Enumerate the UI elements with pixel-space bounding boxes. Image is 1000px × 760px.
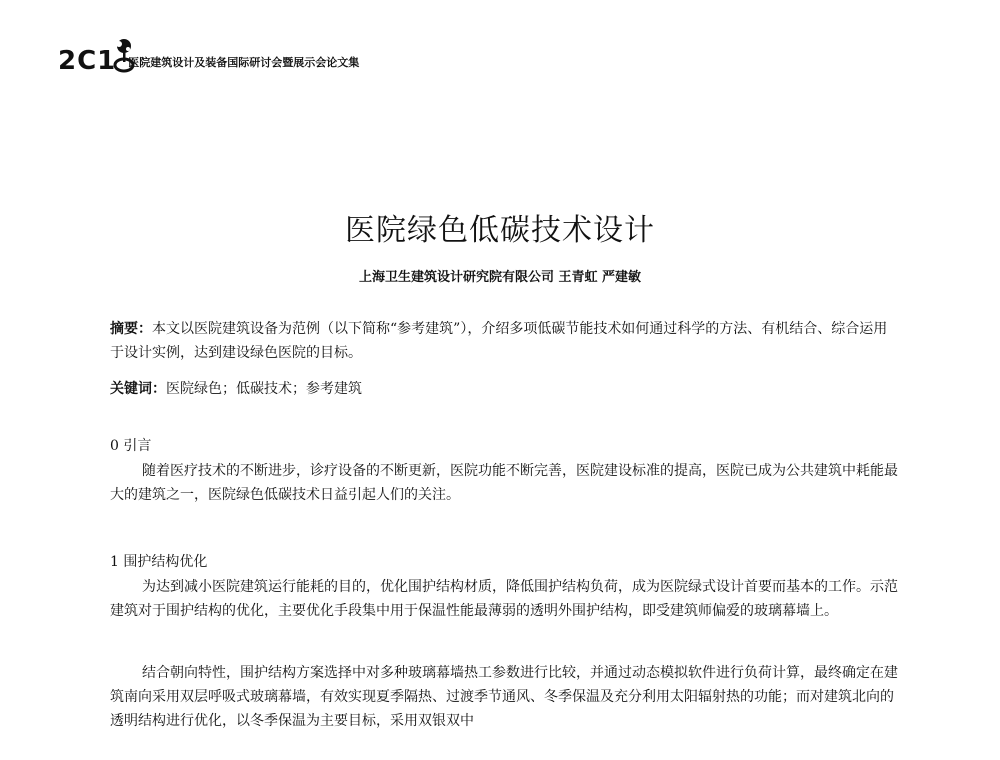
- keywords-label: 关键词：: [110, 381, 166, 397]
- paragraph-envelope-2: 结合朝向特性，围护结构方案选择中对多种玻璃幕墙热工参数进行比较，并通过动态模拟软件进行负荷计算，最终确定在建筑南向采用双层呼吸式玻璃幕墙，有效实现夏季隔热、过渡季节通风、冬季保温及充分利用太阳辐射热的功能；而对建筑北向的透明结构进行优化，以冬季保温为主要目标，采用双银双中: [110, 665, 898, 729]
- paragraph-intro: 随着医疗技术的不断进步，诊疗设备的不断更新，医院功能不断完善，医院建设标准的提高，医院已成为公共建筑中耗能最大的建筑之一，医院绿色低碳技术日益引起人们的关注。: [110, 463, 898, 503]
- keywords: [110, 377, 900, 401]
- logo-text: 2C1: [58, 46, 117, 76]
- abstract-label: 摘要：: [110, 321, 152, 337]
- abstract: [110, 317, 900, 365]
- proceedings-title: 医院建筑设计及装备国际研讨会暨展示会论文集: [128, 56, 360, 69]
- paper-title: 医院绿色低碳技术设计: [345, 213, 655, 248]
- abstract-text: 本文以医院建筑设备为范例（以下简称“参考建筑”），介绍多项低碳节能技术如何通过科学的方法、有机结合、综合运用于设计实例，达到建设绿色医院的目标。: [110, 321, 888, 361]
- section-heading-envelope: 1 围护结构优化: [110, 554, 208, 570]
- proceedings-header: [58, 46, 359, 76]
- paragraph-envelope-1: 为达到减小医院建筑运行能耗的目的，优化围护结构材质，降低围护结构负荷，成为医院绿式设计首要而基本的工作。示范建筑对于围护结构的优化，主要优化手段集中用于保温性能最薄弱的透明外围护结构，即受建筑师偏爱的玻璃幕墙上。: [110, 579, 898, 619]
- section-heading-intro: 0 引言: [110, 438, 152, 454]
- tree-icon: [112, 38, 136, 74]
- paper-authors: 上海卫生建筑设计研究院有限公司 王青虹 严建敏: [358, 270, 642, 285]
- conference-logo: [58, 46, 116, 76]
- keywords-text: 医院绿色；低碳技术；参考建筑: [166, 381, 362, 397]
